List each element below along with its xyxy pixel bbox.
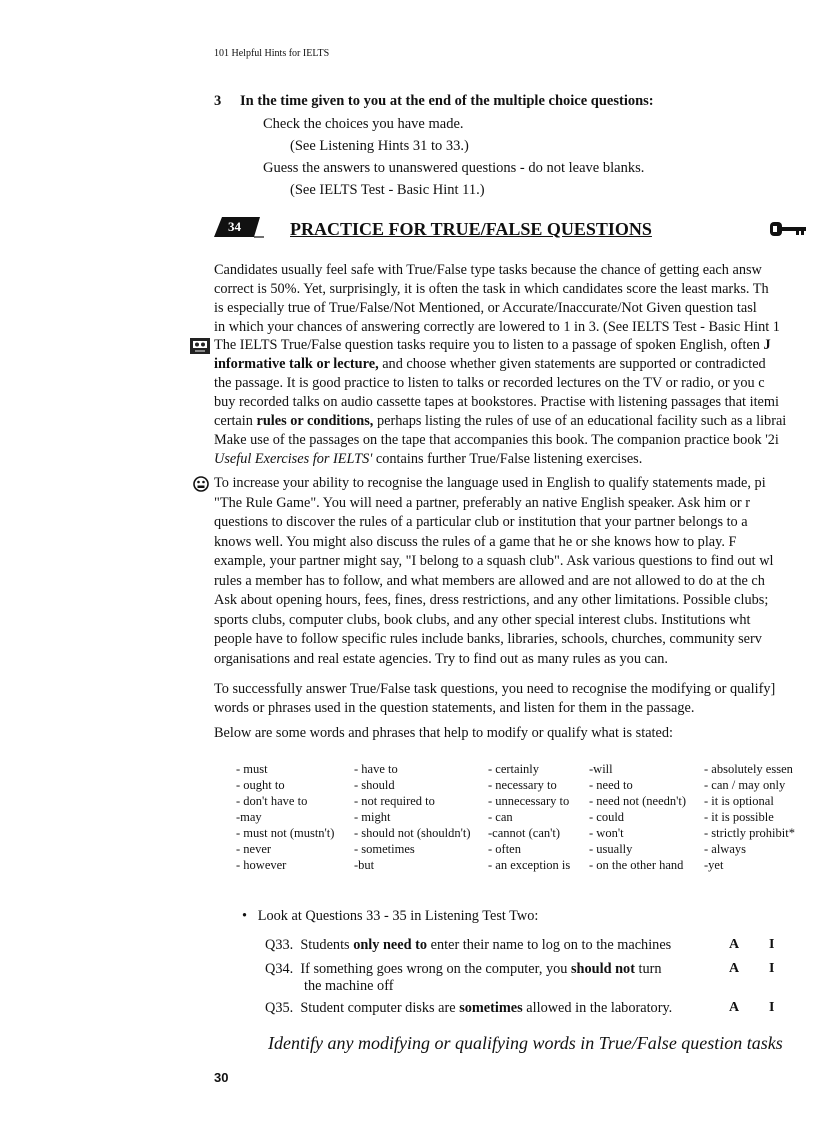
hint-title: PRACTICE FOR TRUE/FALSE QUESTIONS xyxy=(290,219,652,239)
text-line xyxy=(214,450,814,469)
text-line: questions to discover the rules of a particular club or institution that your partner belongs to a xyxy=(214,514,748,530)
text-line: To successfully answer True/False task questions, you need to recognise the modifying or qualify] xyxy=(214,681,776,697)
answer-option-b[interactable]: I xyxy=(769,1000,775,1015)
text-line: the passage. It is good practice to listen to talks or recorded lectures on the TV or radio, or you c xyxy=(214,375,765,391)
answer-option-b[interactable]: I xyxy=(769,961,775,976)
word-table-cell: - don't have to xyxy=(236,794,308,808)
word-table-cell: -but xyxy=(354,858,375,872)
text-span: The IELTS True/False question tasks require you to listen to a passage of spoken English, often xyxy=(214,337,764,353)
smiley-icon xyxy=(193,476,209,497)
word-table-cell: - sometimes xyxy=(354,842,415,856)
text-line: is especially true of True/False/Not Mentioned, or Accurate/Inaccurate/Not Given question tasl xyxy=(214,300,757,316)
text-line: example, your partner might say, "I belong to a squash club". Ask various questions to find out wl xyxy=(214,553,774,569)
word-table-cell: - certainly xyxy=(488,762,540,776)
text-line: Candidates usually feel safe with True/False type tasks because the chance of getting each answ xyxy=(214,262,762,278)
word-table-row xyxy=(236,842,804,858)
text-line: in which your chances of answering correctly are lowered to 1 in 3. (See IELTS Test - Basic Hint 1 xyxy=(214,319,780,335)
text-line: organisations and real estate agencies. Try to find out as many rules as you can. xyxy=(214,650,668,667)
word-table-row xyxy=(236,858,804,874)
word-table-cell: - might xyxy=(354,810,391,824)
text-line: words or phrases used in the question statements, and listen for them in the passage. xyxy=(214,700,695,716)
tip-text: Identify any modifying or qualifying words in True/False question tasks xyxy=(268,1033,783,1053)
paragraph-modifying-words xyxy=(214,680,814,718)
section-3-heading xyxy=(214,93,654,110)
bullet-item xyxy=(242,908,538,925)
question-item xyxy=(265,1000,672,1017)
question-keyword: should not xyxy=(570,961,635,977)
paragraph-word-list-intro: Below are some words and phrases that help to modify or qualify what is stated: xyxy=(214,725,673,741)
text-line xyxy=(214,355,814,374)
word-table-cell: - unnecessary to xyxy=(488,794,570,808)
word-table-cell: - won't xyxy=(589,826,624,840)
word-table-cell: - it is optional xyxy=(704,794,774,808)
text-line: correct is 50%. Yet, surprisingly, it is often the task in which candidates score the least marks. Th xyxy=(214,281,769,297)
text-line: sports clubs, computer clubs, book clubs, and any other special interest clubs. Institutions wht xyxy=(214,611,751,628)
question-number: Q34. xyxy=(265,961,294,977)
paragraph-intro xyxy=(214,261,814,337)
word-table-row xyxy=(236,794,804,810)
word-table-cell: -may xyxy=(236,810,262,824)
question-number: Q33. xyxy=(265,937,294,953)
word-table-cell: - absolutely essen xyxy=(704,762,793,776)
text-line: To increase your ability to recognise the language used in English to qualify statements made, pi xyxy=(214,475,766,491)
word-table-row xyxy=(236,810,804,826)
word-table-cell: - however xyxy=(236,858,287,872)
question-continuation: the machine off xyxy=(304,978,394,994)
sub-line-2: (See Listening Hints 31 to 33.) xyxy=(290,138,469,154)
text-span-bold: J xyxy=(763,337,771,353)
paragraph-listening-tasks xyxy=(214,336,814,469)
section-number: 3 xyxy=(214,93,222,109)
word-table-cell: - on the other hand xyxy=(589,858,684,872)
text-span-bold: informative talk or lecture, xyxy=(214,356,379,372)
sub-line-3: Guess the answers to unanswered questions - do not leave blanks. xyxy=(263,160,645,176)
sub-line-1: Check the choices you have made. xyxy=(263,116,464,132)
question-text: Student computer disks are xyxy=(300,1000,460,1016)
question-keyword: only need to xyxy=(353,937,428,953)
answer-option-b[interactable]: I xyxy=(769,937,775,952)
answer-option-a[interactable]: A xyxy=(729,937,740,952)
word-table-cell: - ought to xyxy=(236,778,285,792)
answer-option-a[interactable]: A xyxy=(729,961,740,976)
word-table-cell: - need not (needn't) xyxy=(589,794,687,808)
running-header: 101 Helpful Hints for IELTS xyxy=(214,48,330,59)
question-number: Q35. xyxy=(265,1000,294,1016)
sub-line-4: (See IELTS Test - Basic Hint 11.) xyxy=(290,182,485,198)
word-table-cell: - usually xyxy=(589,842,633,856)
text-line: buy recorded talks on audio cassette tapes at bookstores. Practise with listening passages that itemi xyxy=(214,394,779,410)
word-table-cell: -yet xyxy=(704,858,724,872)
word-table-cell: - must not (mustn't) xyxy=(236,826,335,840)
word-table-cell: - strictly prohibit* xyxy=(704,826,795,840)
question-keyword: sometimes xyxy=(459,1000,523,1016)
word-table-cell: - have to xyxy=(354,762,398,776)
word-table-cell: - an exception is xyxy=(488,858,571,872)
word-table-row xyxy=(236,762,804,778)
question-text: If something goes wrong on the computer, you xyxy=(300,961,571,977)
word-table-cell: - need to xyxy=(589,778,633,792)
word-table-cell: -cannot (can't) xyxy=(488,826,561,840)
key-icon xyxy=(770,220,806,238)
answer-option-a[interactable]: A xyxy=(729,1000,740,1015)
word-table-row xyxy=(236,826,804,842)
text-line: Ask about opening hours, fees, fines, dress restrictions, and any other limitations. Possible clubs; xyxy=(214,592,769,608)
word-table-cell: - could xyxy=(589,810,625,824)
word-table-cell: - necessary to xyxy=(488,778,557,792)
word-table-cell: - must xyxy=(236,762,268,776)
paragraph-rule-game xyxy=(214,474,814,669)
text-line: people have to follow specific rules include banks, libraries, schools, churches, community serv xyxy=(214,631,762,647)
text-span: perhaps listing the rules of use of an educational facility such as a librai xyxy=(373,413,787,429)
text-line: knows well. You might also discuss the rules of a game that he or she knows how to play. F xyxy=(214,533,737,550)
qualifying-words-table xyxy=(236,762,804,874)
text-span: contains further True/False listening exercises. xyxy=(372,451,643,467)
word-table-cell: - always xyxy=(704,842,746,856)
word-table-cell: - should not (shouldn't) xyxy=(354,826,471,840)
text-line: "The Rule Game". You will need a partner, preferably an native English speaker. Ask him or r xyxy=(214,494,750,511)
word-table-cell: - it is possible xyxy=(704,810,774,824)
bullet-icon: • xyxy=(242,908,248,924)
question-text: turn xyxy=(634,961,662,977)
section-title: In the time given to you at the end of the multiple choice questions: xyxy=(240,93,654,109)
text-line xyxy=(214,336,814,355)
cassette-icon xyxy=(190,338,210,359)
hint-number: 34 xyxy=(228,219,241,234)
word-table-cell: - often xyxy=(488,842,521,856)
text-line: rules a member has to follow, and what members are allowed and are not allowed to do at the ch xyxy=(214,572,765,589)
word-table-cell: -will xyxy=(589,762,613,776)
word-table-cell: - can xyxy=(488,810,513,824)
question-item xyxy=(265,961,662,978)
text-span: and choose whether given statements are supported or contradicted xyxy=(378,356,766,372)
bullet-text: Look at Questions 33 - 35 in Listening Test Two: xyxy=(257,908,539,924)
text-span-bold: rules or conditions, xyxy=(256,413,374,429)
question-text: enter their name to log on to the machines xyxy=(427,937,672,953)
word-table-row xyxy=(236,778,804,794)
text-line xyxy=(214,412,814,431)
hint-number-tab xyxy=(214,217,264,239)
text-line: Make use of the passages on the tape that accompanies this book. The companion practice book '2i xyxy=(214,432,779,448)
word-table-cell: - not required to xyxy=(354,794,435,808)
question-text: allowed in the laboratory. xyxy=(522,1000,673,1016)
page-number: 30 xyxy=(214,1070,229,1085)
text-span-italic: Useful Exercises for IELTS' xyxy=(214,451,373,467)
word-table-cell: - can / may only xyxy=(704,778,786,792)
text-span: certain xyxy=(214,413,257,429)
question-text: Students xyxy=(300,937,354,953)
word-table-cell: - should xyxy=(354,778,395,792)
question-item xyxy=(265,937,671,954)
word-table-cell: - never xyxy=(236,842,272,856)
